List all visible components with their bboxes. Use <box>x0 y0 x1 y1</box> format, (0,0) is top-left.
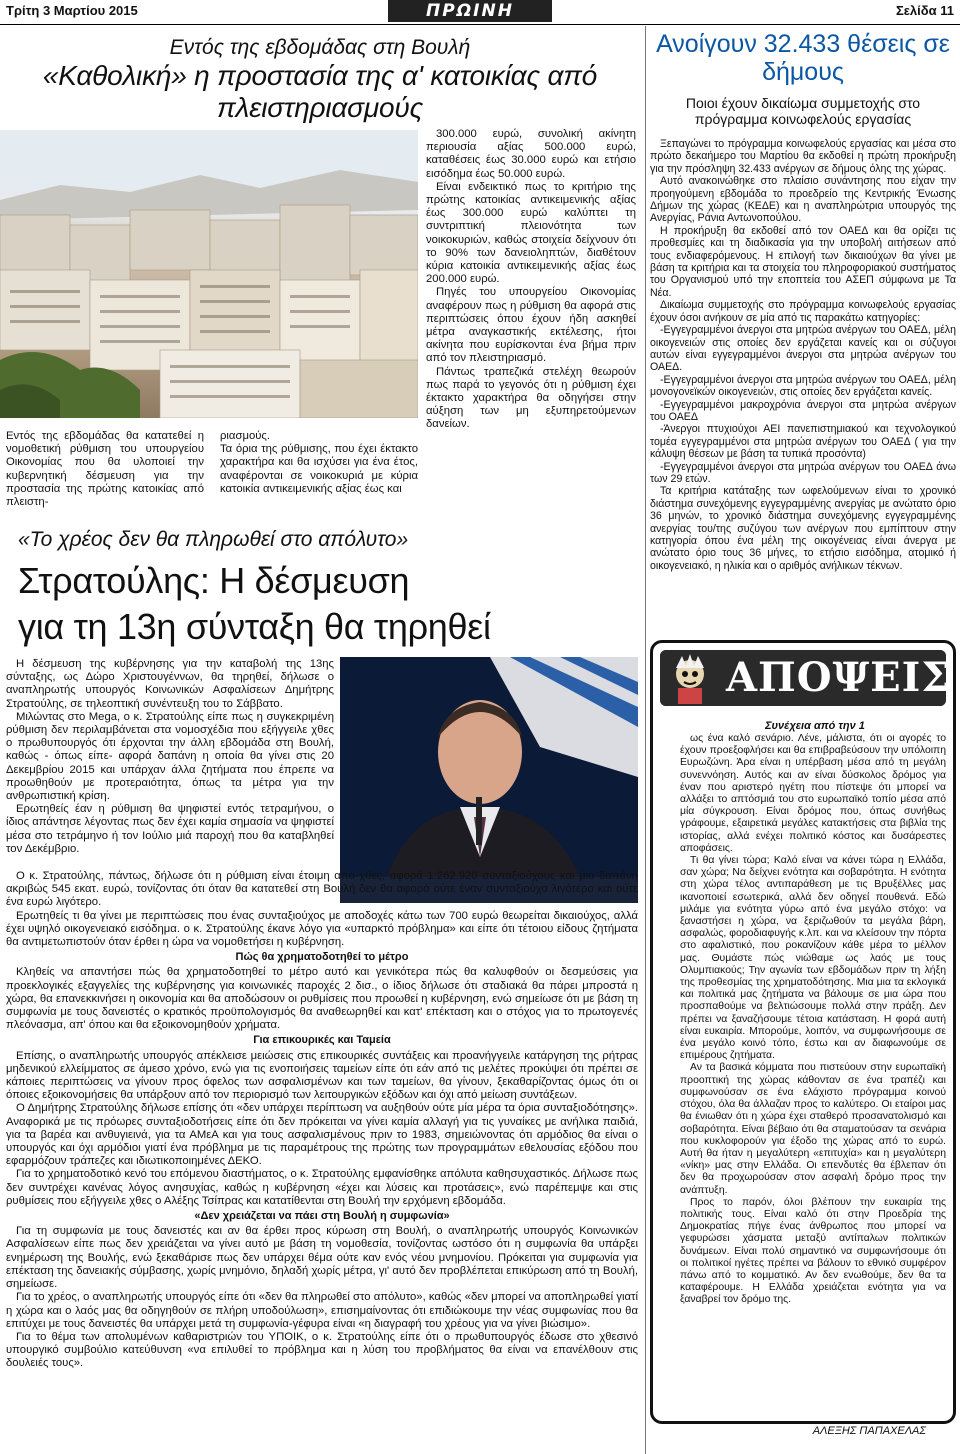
paragraph: Μιλώντας στο Mega, ο κ. Στρατούλης είπε πως η συγκεκριμένη ρύθμιση δεν περιλαμβάνεται στα νομοσχέδια που εξήγγειλε χθες ο πρωθυπουργός ότι έρχονται την άλλη εβδομάδα στη Βουλή, καθώς - όπως είπε- αφορά δαπάνη η οποία θα γίνει στις 20 Δεκεμβρίου 2015 και υπάρχαν άλλα ζητήματα που έπρεπε να προωθηθούν με προτεραιότητα, όπως τα μέτρα για την ανθρωπιστική κρίση. <box>6 710 334 803</box>
paragraph: Πηγές του υπουργείου Οικονομίας αναφέρουν πως η ρύθμιση θα αφορά στις περιπτώσεις όπου έχουν ήδη ασκηθεί μέτρα αναγκαστικής εκτέλεσης, ήτοι ακίνητα που ευρίσκονται ένα βήμα πριν από τον πλειστηριασμό. <box>426 286 636 365</box>
article1-column1: Εντός της εβδομάδας θα κατατεθεί η νομοθετική ρύθμιση του υπουργείου Οικονομίας που θα υλοποιεί την κυβερνητική δέσμευση για την προστασία της πρώτης κατοικίας από πλειστη- <box>6 430 204 509</box>
subheading-financing: Πώς θα χρηματοδοτηθεί το μέτρο <box>235 951 409 964</box>
paragraph: Ερωτηθείς έαν η ρύθμιση θα ψηφιστεί εντός τετραμήνου, ο ίδιος απάντησε λέγοντας πως δεν έχει καμία σημασία να ψηφιστεί μέσα στο τετράμηνο ή τον Ιούλιο μιά παροχή που θα καταβληθεί τον Δεκέμβριο. <box>6 803 334 855</box>
article2-body <box>6 870 638 1371</box>
paragraph: Για το χρηματοδοτικό κενό του επόμενου διαστήματος, ο κ. Στρατούλης εμφανίσθηκε απόλυτα καθησυχαστικός. Δήλωσε πως δεν συντρέχει κανένας λόγος ανησυχίας, καθώς η κυβέρνηση «έχει και λύσεις και προτάσεις», ενώ παρέπεμψε και στις ρυθμίσεις που εξήγγειλε χθες ο Αλέξης Τσίπρας και κατατίθενται στη Βουλή την ερχόμενη εβδομάδα. <box>6 1168 638 1207</box>
subheading-pensions: Για επικουρικές και Ταμεία <box>253 1034 391 1047</box>
paragraph: Είναι ενδεικτικό πως το κριτήριο της πρώτης κατοικίας αντικειμενικής αξίας έως 300.000 ευρώ καλύπτει τη συντριπτική πλειονότητα των νοικοκυριών, καθώς στοιχεία δείχνουν ότι το 90% των δανειοληπτών, διαθέτουν κύρια κατοικία αντικειμενικής αξίας έως 200.000 ευρώ. <box>426 180 636 286</box>
city-skyline-illustration <box>0 130 418 418</box>
paragraph: Για τη συμφωνία με τους δανειστές και αν θα έρθει προς κύρωση στη Βουλή, ο αναπληρωτής υπουργός Κοινωνικών Ασφαλίσεων είπε πως δεν χρειάζεται να γίνει αυτό με βάση τη νομοθεσία, τονίζοντας ωστόσο ότι η συμφωνία θα υπάρξει ενημέρωση της Βουλής, ενώ ξεκαθάρισε πως δεν υπάρχει θέμα ούτε καν ενός νέου μνημονίου. Πρόκειται για συμφωνία για επέκταση της δανειακής σύμβασης, χωρίς μνημόνιο, δηλαδή χωρίς μέτρα, γι' αυτό δεν προβλέπεται επικύρωση από τη Βουλή, σημείωσε. <box>6 1225 638 1291</box>
author-signature: ΑΛΕΞΗΣ ΠΑΠΑΧΕΛΑΣ <box>812 1425 926 1437</box>
article1-headline: «Καθολική» η προστασία της α' κατοικίας από πλειστηριασμούς <box>42 60 598 123</box>
paragraph: Για το θέμα των απολυμένων καθαριστριών του ΥΠΟΙΚ, ο κ. Στρατούλης είπε ότι ο πρωθυπουργός έδωσε στο χθεσινό υπουργικό συμβούλιο κατεύθυνση «να επιλυθεί το πρόβλημα και η λύση του προβλήματος θα είναι να επανέλθουν στις δουλειές τους». <box>6 1330 638 1370</box>
subheading-agreement: «Δεν χρειάζεται να πάει στη Βουλή η συμφωνία» <box>194 1210 450 1223</box>
right-article-body <box>650 138 956 572</box>
paragraph: Ο κ. Στρατούλης, πάντως, δήλωσε ότι η ρύθμιση είναι έτοιμη από χθες, αφορά 1.262.920 συνταξιούχους και μια δαπάνη ακριβώς 545 εκατ. ευρώ, τονίζοντας ότι όταν θα κατατεθεί στη Βουλή δεν θα αφορά ούτε έναν συνταξιούχο λιγότερο και ούτε ένα ευρώ λιγότερο. <box>6 870 638 909</box>
opinion-section-title: ΑΠΟΨΕΙΣ <box>726 654 951 701</box>
paragraph: -Άνεργοι πτυχιούχοι ΑΕΙ πανεπιστημιακού και τεχνολογικού τομέα εγγεγραμμένοι στα μητρώα ανέργων του ΟΑΕΔ ( για την κάλυψη θέσεων με βάση τα τυπικά προσόντα) <box>650 423 956 461</box>
article2-kicker: «Το χρέος δεν θα πληρωθεί στο απόλυτο» <box>18 528 409 551</box>
paragraph: Τα κριτήρια κατάταξης των ωφελούμενων είναι το χρονικό διάστημα συνεχόμενης εγγεγραμμένης ανεργίας με ανώτατο όριο 36 μηνών, το χρονικό διάστημα συνεχόμενης εγγεγραμμένης ανεργίας του/της συζύγου των ανέργων που εμπίπτουν στην κατηγορία όπου ένα μέλη της οικογένειας είναι άνεργα με ανώτατο όριο τους 36 μήνες, το ετήσιο εισόδημα, ατομικό ή οικογενειακό, η ηλικία και ο αριθμός ανήλικων τέκνων. <box>650 485 956 572</box>
paragraph: Για το χρέος, ο αναπληρωτής υπουργός είπε ότι «δεν θα πληρωθεί στο απόλυτο», καθώς «δεν μπορεί να αποπληρωθεί γιατί η χώρα και ο λαός μας θα οδηγηθούν σε πλήρη υποδούλωση», επισημαίνοντας ότι επιδιώκουμε την νέας συμφωνίας που θα επιτύχει με τους δανειστές θα υπάρχει μετά τη συμφωνία-γέφυρα είναι «η διαγραφή του χρέους για να γίνει βιώσιμο». <box>6 1291 638 1330</box>
column-divider <box>645 26 646 1454</box>
minister-portrait-photo <box>340 657 638 903</box>
headline-line: Στρατούλης: Η δέσμευση <box>18 560 410 601</box>
paragraph: Πάντως τραπεζικά στελέχη θεωρούν πως παρά το γεγονός ότι η ρύθμιση έχει έκτακτο χαρακτήρα θα οδηγήσει στην αύξηση των μη εξυπηρετούμενων δανείων. <box>426 365 636 431</box>
paragraph: Προς το παρόν, όλοι βλέπουν την ευκαιρία της πολιτικής τους. Είναι καλό ότι στην Προεδρία της Δημοκρατίας πήγε ένας άνθρωπος που μπορεί να γεφυρώσει χάσματα μεταξύ αντίπαλων πολιτικών δυνάμεων. Είναι πολύ σημαντικό να συμφωνήσουμε ότι οι πολιτικοί ηγέτες πρέπει να βάλουν το εθνικό συμφέρον πάνω από το κομματικό. Αν δεν ενωθούμε, δεν θα τα καταφέρουμε. Η Ελλάδα χρειάζεται ενότητα για να ξαναβρεί τον δρόμο της. <box>680 1196 946 1306</box>
right-article-headline: Ανοίγουν 32.433 θέσεις σε δήμους <box>656 30 950 86</box>
article2-headline <box>18 558 638 650</box>
page-number: Σελίδα 11 <box>895 3 954 18</box>
paragraph: Ερωτηθείς τι θα γίνει με περιπτώσεις που ένας συνταξιούχος με αποδοχές κάτω των 700 ευρώ θεωρείται δικαιούχος, αλλά έχει υψηλό οικογενειακό εισόδημα. ο κ. Στρατούλης έκανε λόγο για «υπαρκτό πρόβλημα» και είπε ότι τέτοιου είδους ζητήματα θα αντιμετωπιστούν όταν έρθει η ώρα να νομοθετήσει η κυβέρνηση. <box>6 909 638 949</box>
paragraph: Τι θα γίνει τώρα; Καλό είναι να κάνει τώρα η Ελλάδα, σαν χώρα; Να δείχνει ενότητα και σοβαρότητα. Η ενότητα στη χώρα τέλος αντιπαράθεση με τις Βρυξέλλες μας ικανοποιεί εσωτερικά, αλλά δεν οδηγεί πουθενά. Εδώ μιλάμε για ενότητα γύρω από ένα μεγάλο στόχο: να ξαναστήσει η χώρα, να ξεριζωθούν τα μεγάλα βάρη, ασφαλώς, φοροδιαφυγής κ.λπ. και να κλείσουν την πόρτα στο αφαλιστικό, που ροκανίζουν κάθε μέρα το μέλλον μας. Θυμάστε πώς νιώθαμε ως λαός με τους Ολυμπιακούς; Την αγωνία των εβδομάδων πριν τη λήξη της προθεσμίας της χρηματοδότησης. Μια μια τα εκλογικά και πολιτικά μας ζητήματα να βάλουμε σε μια ώρα που προσπαθούμε να βελτιώσουμε πολλά στην πράξη. Δεν πρέπει να ξαναζήσουμε τέτοια κατάσταση. Η φορά αυτή είναι ευκαιρία. Μπορούμε, λοιπόν, να συμφωνήσουμε σε ένα μεγάλο κοινό τόπο, έστω και αν διαφωνούμε σε επιμέρους ζητήματα. <box>680 855 946 1062</box>
opinion-body <box>680 733 946 1307</box>
paragraph: Ο Δημήτρης Στρατούλης δήλωσε επίσης ότι «δεν υπάρχει περίπτωση να αυξηθούν ούτε μία μέρα τα όρια συνταξιοδότησης». Αναφορικά με τις πρόωρες συνταξιοδοτήσεις είπε ότι δεν πρόκειται να γίνει καμία αλλαγή για τις γυναίκες με ανήλικα παιδιά, για τα βαρέα και ανθυγιεινά, για τα ΑΜεΑ και για τους ασφαλισμένους πριν το 1983, σημειώνοντας ότι αρμόδιος θα είναι ο υπουργός και όχι αρμόδιοι γιατί ένα πρόβλημα με τις παραμέτρους της πρώτης των προγραμμάτων εθελουσίας εξόδου που εφαρμόζουν τράπεζες και ιδιωτικοποιημένες ΔΕΚΟ. <box>6 1102 638 1168</box>
header-rule <box>0 24 960 25</box>
continued-from-label: Συνέχεια από την 1 <box>765 720 865 732</box>
article2-lead <box>6 658 334 856</box>
paragraph: ως ένα καλό σενάριο. Λένε, μάλιστα, ότι οι αγορές το έχουν προεξοφλήσει και θα επιβραβεύσουν την υπόλοιπη Ευρωζώνη. Άρα είναι η υπέρβαση μέσα από τη μεγάλη συνεννόηση. Αυτός και αν είναι δύσκολος δρόμος για έναν που αριστερό ηγέτη που πίστεψε ότι μπορεί να αλλάξει το απτόσμιά του στο ευρωπαϊκό τοπίο μέσα από μία σύγκρουση. Είναι δρόμος που, όπως συνήθως γράφουμε, εξαιρετικά μεγάλες κατακτήσεις στα βιβλία της ιστορίας, αλλά ενέχει πολιτικό κόστος και δυσάρεστες αποφάσεις. <box>680 733 946 854</box>
paragraph: Αυτό ανακοινώθηκε στο πλαίσιο συνάντησης που είχαν την προηγούμενη εβδομάδα το προεδρείο της Κεντρικής Ένωσης Δήμων της χώρας (ΚΕΔΕ) και η αναπληρώτρια υπουργός της Ανεργίας, Ράνια Αντωνοπούλου. <box>650 175 956 225</box>
paragraph: -Εγγεγραμμένοι άνεργοι στα μητρώα ανέργων του ΟΑΕΔ, μέλη μονογονεϊκών οικογενειών, στις οποίες δεν εργάζεται κανείς. <box>650 373 956 399</box>
paragraph: Ξεπαγώνει το πρόγραμμα κοινωφελούς εργασίας και μέσα στο πρώτο δεκαήμερο του Μαρτίου θα εκδοθεί η πρώτη προκήρυξη για την πρόσληψη 32.433 ανέργων σε δήμους όλης της χώρας. <box>650 138 956 175</box>
article1-kicker: Εντός της εβδομάδας στη Βουλή <box>169 36 471 59</box>
paragraph: Κληθείς να απαντήσει πώς θα χρηματοδοτηθεί το μέτρο αυτό και γενικότερα πώς θα καλυφθούν οι δεσμεύσεις για προεκλογικές εξαγγελίες της κυβέρνησης για κοινωνικές παροχές 2 δισ., ο ίδιος δήλωσε ότι σταδιακά θα πάρει μπροστά η χώρα, θα επανεκκινήσει η οικονομία και θα αποδώσουν οι ρυθμίσεις που προωθεί η κυβέρνηση, ενώ σημείωσε ότι με βάση τη συμφωνία με τους δανειστές ο κρατικός προϋπολογισμός θα αναθεωρηθεί και κατ' επέκταση και ο στόχος για το πρωτογενές πλεόνασμα, απ' όπου και θα εξοικονομηθούν χρήματα. <box>6 966 638 1032</box>
paragraph: -Εγγεγραμμένοι μακροχρόνια άνεργοι στα μητρώα ανέργων του ΟΑΕΔ <box>650 398 956 423</box>
paragraph: 300.000 ευρώ, συνολική ακίνητη περιουσία αξίας 500.000 ευρώ, καταθέσεις έως 30.000 ευρώ και ετήσιο εισόδημα έως 50.000 ευρώ. <box>426 128 636 180</box>
paragraph: Αν τα βασικά κόμματα που πιστεύουν στην ευρωπαϊκή προοπτική της χώρας κάθονταν σε ένα τραπέζι και συμφωνούσαν σε ένα ελάχιστο πρόγραμμα κοινού στόχου, όλα θα άλλαζαν προς το καλύτερο. Οι εταίροι μας θα ένιωθαν ότι η χώρα έχει σταθερό προσανατολισμό και σοβαρότητα. Είναι βέβαιο ότι θα σταματούσαν τα σενάρια που κυκλοφορούν για έξοδο της χώρας από το ευρώ. Αυτή θα ήταν η μεγαλύτερη «επιτυχία» και η μεγαλύτερη «νίκη» μας στην Ελλάδα. Οι επενδυτές θα έβλεπαν ότι δεν θα προχωρούσαν στον ασφαλή δρόμο προς την ανάπτυξη. <box>680 1062 946 1196</box>
paragraph: -Εγγεγραμμένοι άνεργοι στα μητρώα ανέργων του ΟΑΕΔ άνω των 29 ετών. <box>650 460 956 485</box>
headline-line: για τη 13η σύνταξη θα τηρηθεί <box>18 606 491 647</box>
athens-city-photo <box>0 130 418 418</box>
paragraph: Η δέσμευση της κυβέρνησης για την καταβολή της 13ης σύνταξης, ως Δώρο Χριστουγέννων, θα τηρηθεί, δήλωσε ο αναπληρωτής υπουργός Κοινωνικών Ασφαλίσεων Δημήτρης Στρατούλης, σε τηλεοπτική συνέντευξη του το Σάββατο. <box>6 658 334 710</box>
paragraph: Επίσης, ο αναπληρωτής υπουργός απέκλεισε μειώσεις στις επικουρικές συντάξεις και προανήγγειλε κατάργηση της ρήτρας μηδενικού ελλείμματος σε άμεσο χρόνο, ενώ για τις ενοποιήσεις ταμείων είπε ότι εάν από τις μελέτες προκύψει ότι πρέπει σε κάποιες περιπτώσεις να γίνουν προς όφελος των ασφαλισμένων και των ταμείων, θα γίνουν, ξεκαθαρίζοντας όμως ότι οι όποιες εξοικονομήσεις θα υπάρξουν από τον περιορισμό των λειτουργικών εξόδων και όχι από μείωση συντάξεων. <box>6 1049 638 1102</box>
issue-date: Τρίτη 3 Μαρτίου 2015 <box>6 3 138 18</box>
paragraph: Η προκήρυξη θα εκδοθεί από τον ΟΑΕΔ και θα ορίζει τις προθεσμίες και τη διαδικασία για την υποβολή αιτήσεων από τους ενδιαφερόμενους. Η επιλογή των δικαιούχων θα γίνει με βάση τα κριτήρια και τα στοιχεία του πληροφοριακού συστήματος του Οργανισμού υπό την εποπτεία του ΑΣΕΠ σύμφωνα με Τα Νέα. <box>650 224 956 299</box>
right-article-subtitle: Ποιοι έχουν δικαίωμα συμμετοχής στο πρόγραμμα κοινωφελούς εργασίας <box>685 95 921 127</box>
portrait-illustration <box>340 657 638 903</box>
article1-column3 <box>426 128 636 432</box>
paragraph: -Εγγεγραμμένοι άνεργοι στα μητρώα ανέργων του ΟΑΕΔ, μέλη οικογενειών στις οποίες δεν εργάζεται κανείς και οι σύζυγοι αυτών είναι εγγεγραμμένοι άνεργοι στα μητρώα ανέργων του ΟΑΕΔ. <box>650 324 956 374</box>
article1-column2: ριασμούς. Τα όρια της ρύθμισης, που έχει έκτακτο χαρακτήρα και θα ισχύσει για ένα έτος, αναφέρονται σε νοικοκυριά με κύρια κατοικία αντικειμενικής αξίας έως και <box>220 430 418 495</box>
paragraph: Δικαίωμα συμμετοχής στο πρόγραμμα κοινωφελούς εργασίας έχουν όσοι ανήκουν σε μία από τις παρακάτω κατηγορίες: <box>650 299 956 324</box>
newspaper-masthead-logo: ΠΡΩΙΝΗ <box>388 0 552 22</box>
